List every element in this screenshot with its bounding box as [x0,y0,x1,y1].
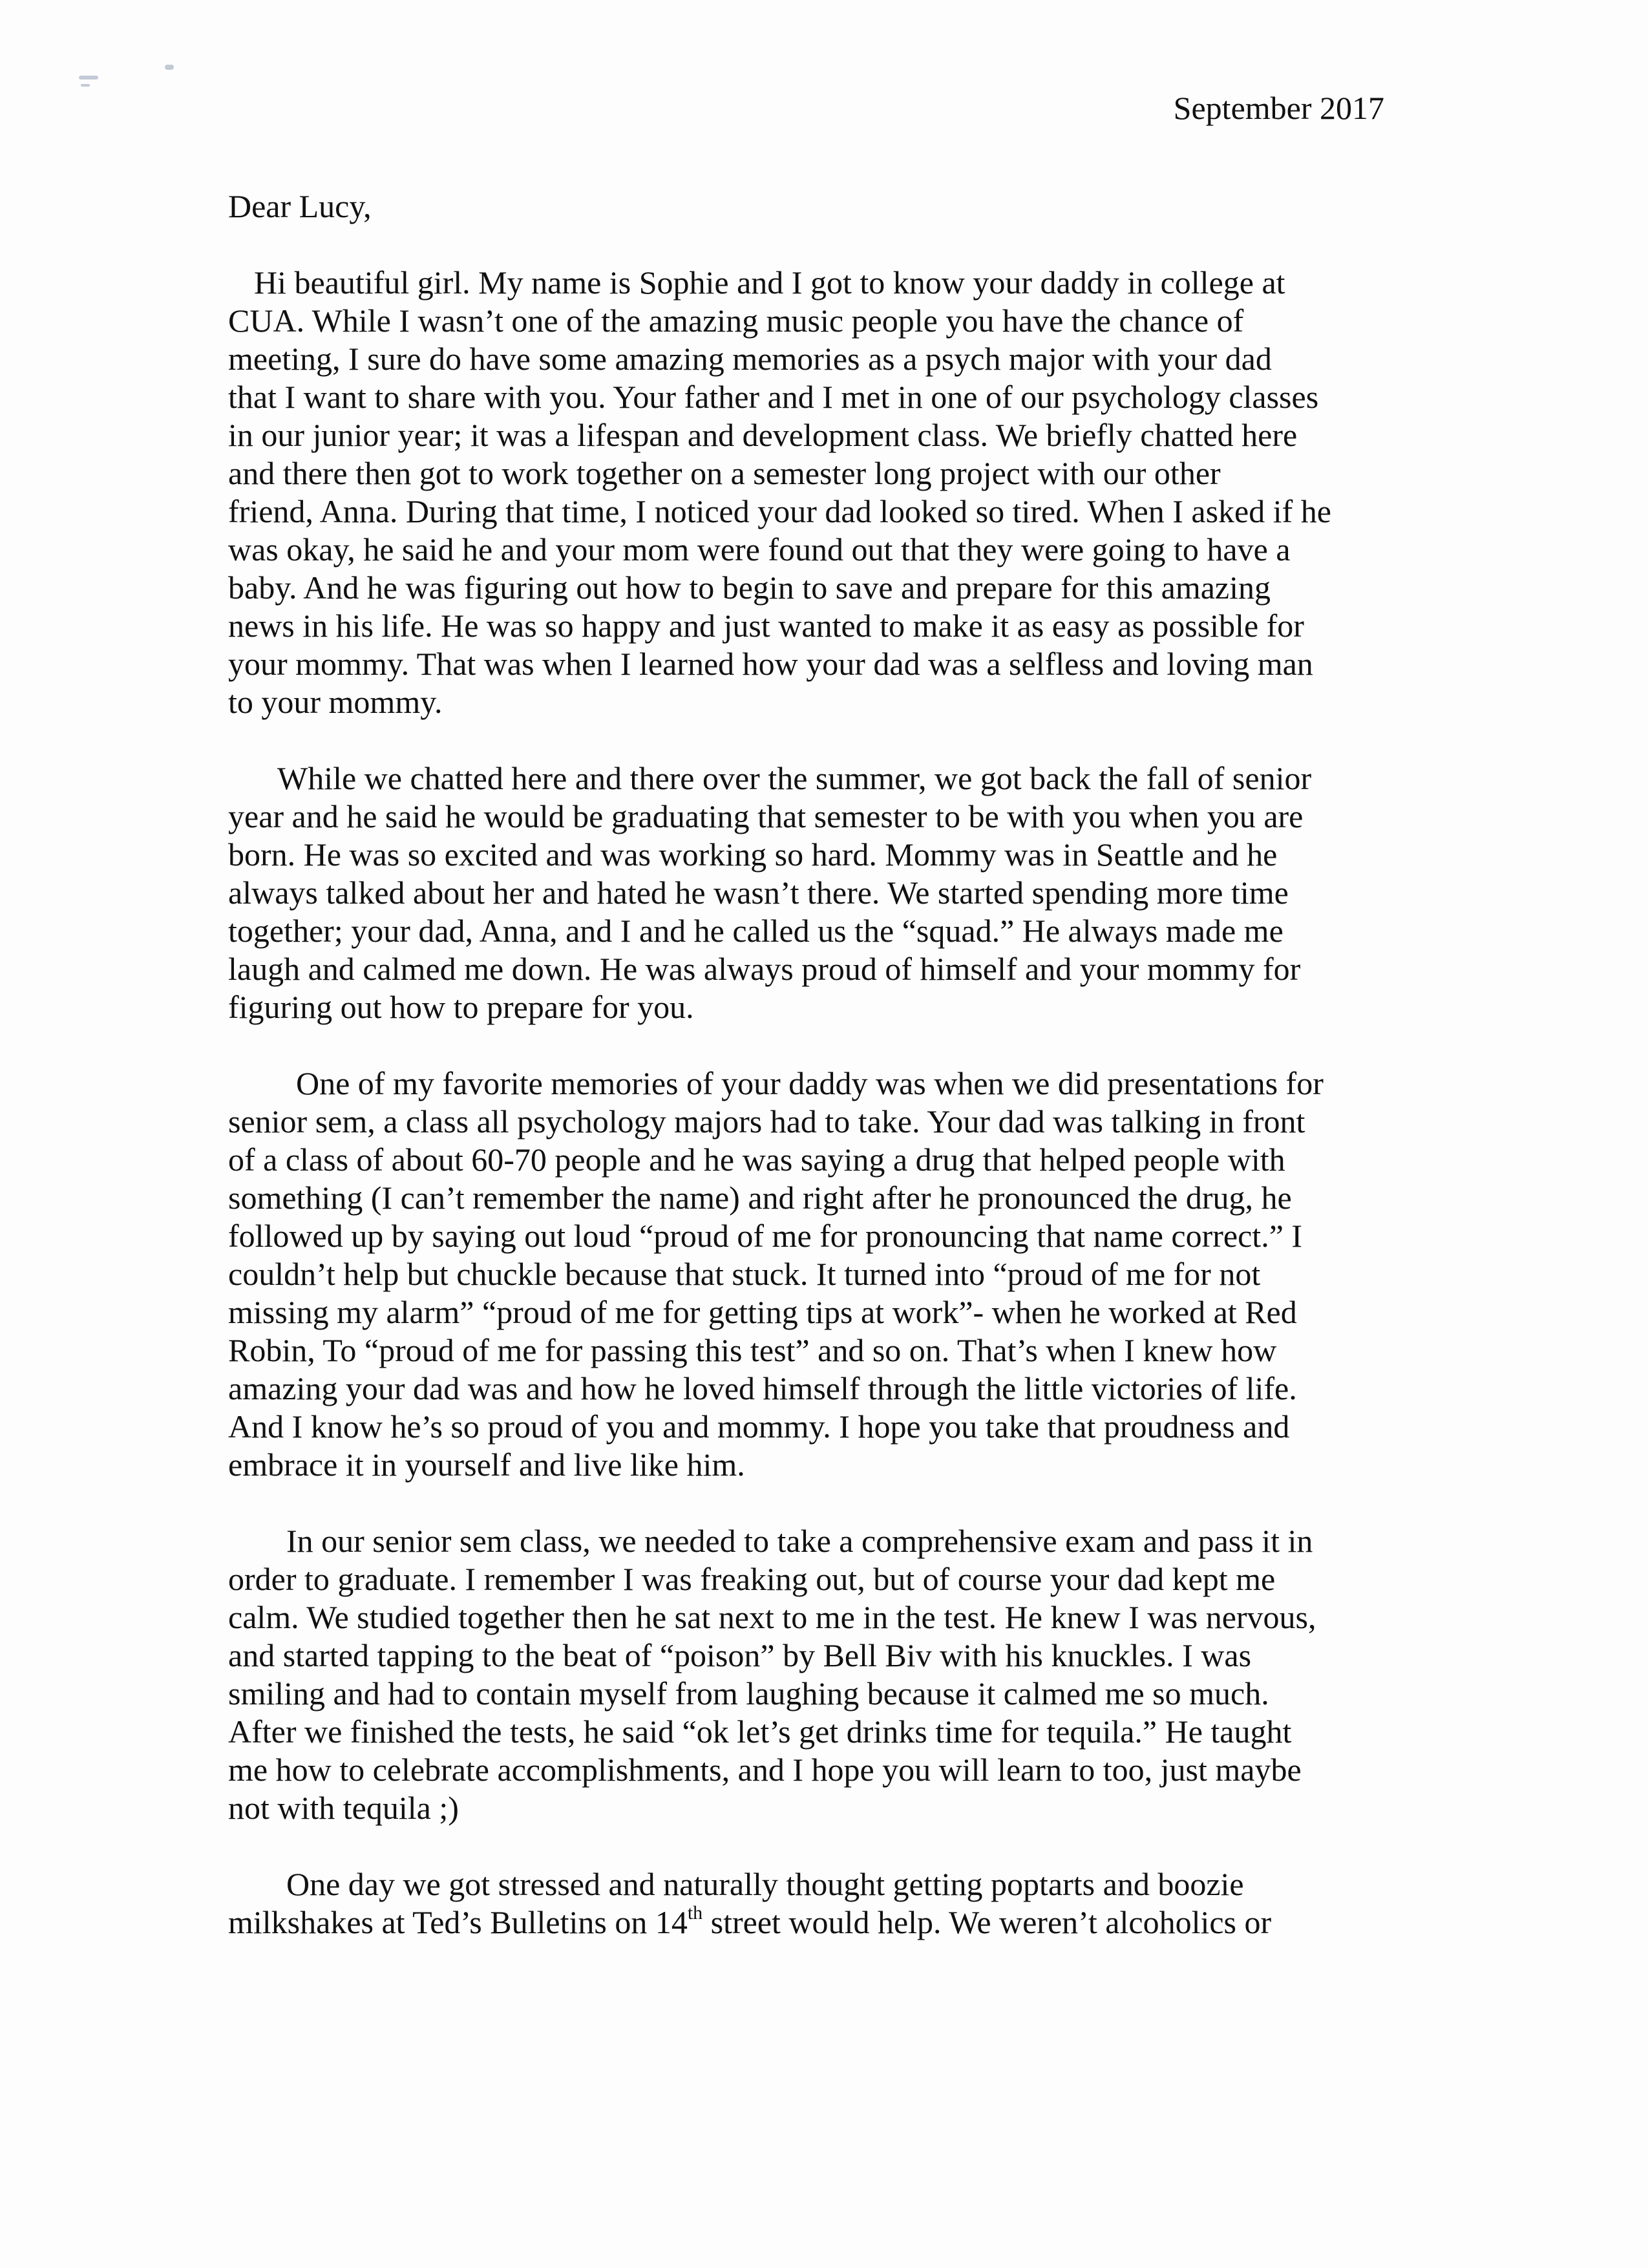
text-line: laugh and calmed me down. He was always proud of himself and your mommy for [228,951,1301,987]
text-line: to your mommy. [228,684,443,720]
letter-body [228,187,1331,1980]
text-line: of a class of about 60-70 people and he was saying a drug that helped people with [228,1141,1285,1178]
text-line: your mommy. That was when I learned how your dad was a selfless and loving man [228,646,1313,682]
text-line: me how to celebrate accomplishments, and I hope you will learn to too, just maybe [228,1752,1302,1788]
text-line: couldn’t help but chuckle because that stuck. It turned into “proud of me for not [228,1256,1261,1292]
letter-date: September 2017 [1173,90,1384,126]
salutation: Dear Lucy, [228,188,372,224]
text-line: not with tequila ;) [228,1790,459,1826]
text-line: and started tapping to the beat of “poison” by Bell Biv with his knuckles. I was [228,1637,1252,1673]
text-line: meeting, I sure do have some amazing memories as a psych major with your dad [228,341,1272,377]
scan-speck [81,84,90,87]
paragraph [228,1065,1331,1484]
text-line: In our senior sem class, we needed to take a comprehensive exam and pass it in [286,1523,1313,1559]
ordinal-superscript: th [687,1902,703,1924]
text-line: year and he said he would be graduating that semester to be with you when you are [228,798,1304,834]
text-segment: milkshakes at Ted’s Bulletins on 14 [228,1904,688,1940]
text-line: news in his life. He was so happy and just wanted to make it as easy as possible for [228,608,1304,644]
text-line: One of my favorite memories of your daddy was when we did presentations for [296,1065,1324,1101]
text-line: that I want to share with you. Your father and I met in one of our psychology classes [228,379,1319,415]
text-line: always talked about her and hated he wasn’t there. We started spending more time [228,874,1289,911]
text-line: figuring out how to prepare for you. [228,989,694,1025]
paragraph [228,264,1331,721]
text-line: something (I can’t remember the name) and right after he pronounced the drug, he [228,1180,1292,1216]
text-line: One day we got stressed and naturally thought getting poptarts and boozie [286,1866,1244,1902]
text-line: CUA. While I wasn’t one of the amazing music people you have the chance of [228,302,1244,339]
text-line: friend, Anna. During that time, I noticed your dad looked so tired. When I asked if he [228,493,1331,529]
scan-speck [79,76,98,79]
text-line: embrace it in yourself and live like him. [228,1447,745,1483]
paragraph [228,1522,1331,1827]
scan-speck [165,65,174,70]
text-line: smiling and had to contain myself from laughing because it calmed me so much. [228,1675,1269,1712]
text-line: And I know he’s so proud of you and mommy. I hope you take that proudness and [228,1408,1290,1445]
text-line: in our junior year; it was a lifespan and development class. We briefly chatted here [228,417,1298,453]
text-line: followed up by saying out loud “proud of me for pronouncing that name correct.” I [228,1218,1303,1254]
paragraph [228,759,1331,1026]
text-line: together; your dad, Anna, and I and he called us the “squad.” He always made me [228,913,1284,949]
text-segment: street would help. We weren’t alcoholics or [703,1904,1272,1940]
text-line: missing my alarm” “proud of me for getting tips at work”- when he worked at Red [228,1294,1297,1330]
text-line: was okay, he said he and your mom were found out that they were going to have a [228,531,1291,567]
text-line: order to graduate. I remember I was freaking out, but of course your dad kept me [228,1561,1276,1597]
text-line: senior sem, a class all psychology majors had to take. Your dad was talking in front [228,1103,1305,1139]
text-line: After we finished the tests, he said “ok let’s get drinks time for tequila.” He taught [228,1713,1292,1750]
text-line: born. He was so excited and was working so hard. Mommy was in Seattle and he [228,836,1278,873]
text-line: While we chatted here and there over the summer, we got back the fall of senior [277,760,1312,796]
text-line: calm. We studied together then he sat next to me in the test. He knew I was nervous, [228,1599,1316,1635]
text-line [228,1903,1331,1942]
text-line: Hi beautiful girl. My name is Sophie and I got to know your daddy in college at [254,264,1285,301]
text-line: amazing your dad was and how he loved himself through the little victories of life. [228,1370,1297,1406]
paragraph [228,1865,1331,1942]
text-line: and there then got to work together on a semester long project with our other [228,455,1221,491]
text-line: baby. And he was figuring out how to begin to save and prepare for this amazing [228,569,1271,606]
text-line: Robin, To “proud of me for passing this test” and so on. That’s when I knew how [228,1332,1277,1368]
